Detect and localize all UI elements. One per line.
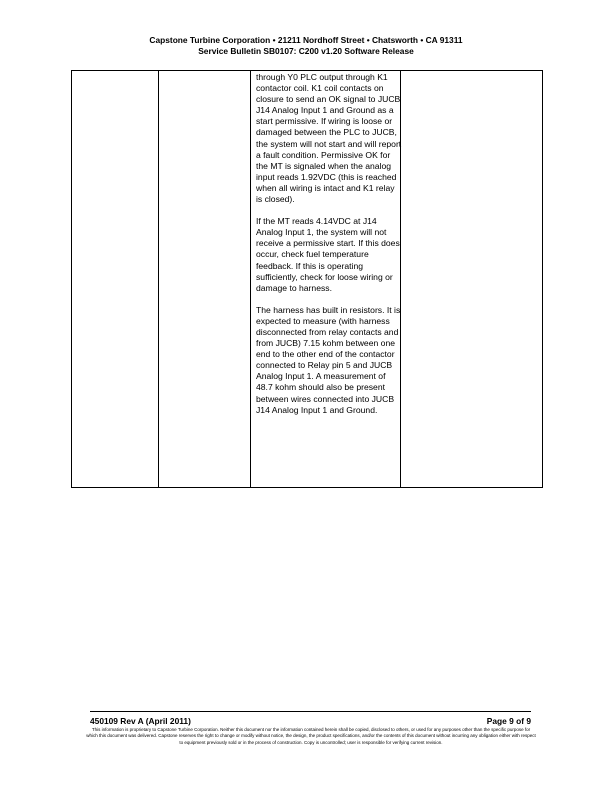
footer-disclaimer: This information is proprietary to Capstone Turbine Corporation. Neither this document nor the information contained herein shall be copied, disclosed to others, or used for any purposes other than the specific purpose for which this document was delivered. Capstone reserves the right to change or modify without notice, the design, the product specifications, and/or the contents of this document without incurring any obligation either with respect to equipment previously sold or in the process of construction. Copy is uncontrolled; user is responsible for verifying current revision. [86,727,536,745]
header-bulletin-title: Service Bulletin SB0107: C200 v1.20 Software Release [198,46,414,56]
footer-document-id: 450109 Rev A (April 2011) [90,716,191,726]
header-company-line: Capstone Turbine Corporation • 21211 Nordhoff Street • Chatsworth • CA 91311 [149,35,463,45]
paragraph-permissive: through Y0 PLC output through K1 contactor coil. K1 coil contacts on closure to send an OK signal to JUCB J14 Analog Input 1 and Ground as a start permissive. If wiring is loose or damaged between the PLC to JUCB, the system will not start and will report a fault condition. Permissive OK for the MT is signaled when the analog input reads 1.92VDC (this is reached when all wiring is intact and K1 relay is closed). [256,72,402,205]
description-cell [256,72,402,416]
page-header [0,35,612,57]
footer-rule [90,711,531,712]
paragraph-voltage-check: If the MT reads 4.14VDC at J14 Analog Input 1, the system will not receive a permissive start. If this does occur, check fuel temperature feedback. If this is operating sufficiently, check for loose wiring or damage to harness. [256,216,400,293]
column-divider-2 [250,71,251,487]
paragraph-harness-resistors: The harness has built in resistors. It is expected to measure (with harness disconnected from relay contacts and from JUCB) 7.15 kohm between one end to the other end of the contactor connected to Relay pin 5 and JUCB Analog Input 1. A measurement of 48.7 kohm should also be present between wires connected into JUCB J14 Analog Input 1 and Ground. [256,304,401,415]
column-divider-1 [158,71,159,487]
content-table [71,70,543,488]
footer-page-number: Page 9 of 9 [486,716,531,726]
